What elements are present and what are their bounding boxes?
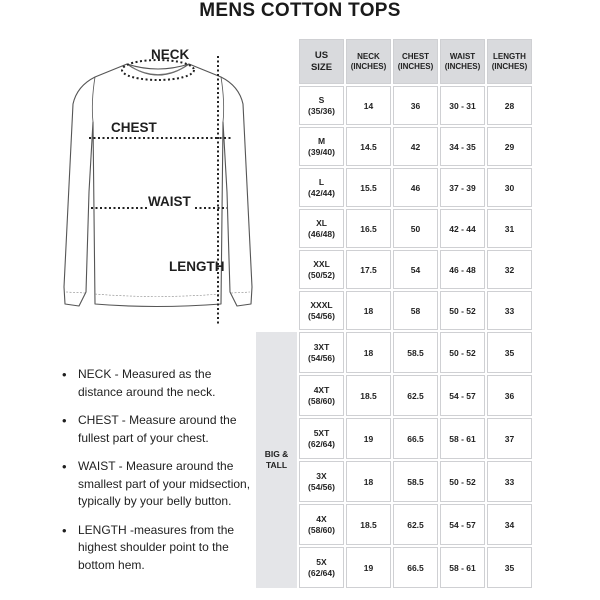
big-tall-label: BIG & TALL — [256, 332, 297, 588]
size-cell: XL (46/48) — [299, 209, 344, 248]
waist-cell: 54 - 57 — [440, 375, 485, 416]
table-row — [256, 418, 532, 459]
size-cell: 3X (54/56) — [299, 461, 344, 502]
header-row — [256, 39, 532, 84]
chest-cell: 62.5 — [393, 504, 438, 545]
table-row — [256, 168, 532, 207]
waist-cell: 50 - 52 — [440, 332, 485, 373]
table-row — [256, 209, 532, 248]
length-cell: 33 — [487, 461, 532, 502]
length-cell: 32 — [487, 250, 532, 289]
neck-label: NECK — [151, 47, 190, 62]
neck-cell: 18 — [346, 332, 391, 373]
neck-cell: 14 — [346, 86, 391, 125]
length-cell: 30 — [487, 168, 532, 207]
header-chest: CHEST (INCHES) — [393, 39, 438, 84]
size-cell: 5XT (62/64) — [299, 418, 344, 459]
waist-cell: 46 - 48 — [440, 250, 485, 289]
table-row — [256, 375, 532, 416]
length-cell: 37 — [487, 418, 532, 459]
neck-cell: 19 — [346, 547, 391, 588]
neck-cell: 16.5 — [346, 209, 391, 248]
chest-cell: 66.5 — [393, 547, 438, 588]
table-row — [256, 291, 532, 330]
size-cell: S (35/36) — [299, 86, 344, 125]
neck-cell: 18.5 — [346, 504, 391, 545]
shirt-illustration — [55, 42, 275, 327]
chest-cell: 62.5 — [393, 375, 438, 416]
waist-cell: 58 - 61 — [440, 547, 485, 588]
waist-cell: 30 - 31 — [440, 86, 485, 125]
chest-label: CHEST — [111, 120, 157, 135]
header-us-size: US SIZE — [299, 39, 344, 84]
size-cell: 4XT (58/60) — [299, 375, 344, 416]
waist-cell: 34 - 35 — [440, 127, 485, 166]
size-cell: L (42/44) — [299, 168, 344, 207]
table-row — [256, 86, 532, 125]
waist-cell: 42 - 44 — [440, 209, 485, 248]
neck-cell: 18.5 — [346, 375, 391, 416]
length-cell: 29 — [487, 127, 532, 166]
length-cell: 36 — [487, 375, 532, 416]
length-cell: 31 — [487, 209, 532, 248]
table-row — [256, 461, 532, 502]
size-cell: M (39/40) — [299, 127, 344, 166]
chest-cell: 58.5 — [393, 332, 438, 373]
table-row — [256, 332, 532, 373]
size-cell: XXXL (54/56) — [299, 291, 344, 330]
page-title: MENS COTTON TOPS — [199, 0, 401, 21]
neck-cell: 15.5 — [346, 168, 391, 207]
size-cell: 3XT (54/56) — [299, 332, 344, 373]
size-cell: 5X (62/64) — [299, 547, 344, 588]
table-row — [256, 504, 532, 545]
chest-cell: 46 — [393, 168, 438, 207]
header-length: LENGTH (INCHES) — [487, 39, 532, 84]
waist-cell: 54 - 57 — [440, 504, 485, 545]
measurement-notes — [62, 366, 252, 585]
table-row — [256, 547, 532, 588]
note-waist: • WAIST - Measure around the smallest part of your midsection, typically by your belly button. — [62, 458, 252, 511]
table-row — [256, 250, 532, 289]
length-label: LENGTH — [169, 259, 225, 274]
waist-cell: 37 - 39 — [440, 168, 485, 207]
waist-label: WAIST — [148, 194, 191, 209]
neck-cell: 18 — [346, 291, 391, 330]
waist-cell: 58 - 61 — [440, 418, 485, 459]
header-waist: WAIST (INCHES) — [440, 39, 485, 84]
waist-cell: 50 - 52 — [440, 461, 485, 502]
note-chest: • CHEST - Measure around the fullest part of your chest. — [62, 412, 252, 447]
chest-cell: 66.5 — [393, 418, 438, 459]
neck-cell: 17.5 — [346, 250, 391, 289]
neck-cell: 19 — [346, 418, 391, 459]
length-cell: 28 — [487, 86, 532, 125]
header-neck: NECK (INCHES) — [346, 39, 391, 84]
note-neck: • NECK - Measured as the distance around the neck. — [62, 366, 252, 401]
chest-cell: 42 — [393, 127, 438, 166]
chest-cell: 58 — [393, 291, 438, 330]
shirt-diagram — [55, 42, 275, 327]
length-cell: 35 — [487, 547, 532, 588]
length-cell: 34 — [487, 504, 532, 545]
neck-cell: 14.5 — [346, 127, 391, 166]
note-length: • LENGTH -measures from the highest shoulder point to the bottom hem. — [62, 522, 252, 575]
size-cell: 4X (58/60) — [299, 504, 344, 545]
length-cell: 33 — [487, 291, 532, 330]
table-row — [256, 127, 532, 166]
chest-cell: 36 — [393, 86, 438, 125]
chest-cell: 54 — [393, 250, 438, 289]
size-cell: XXL (50/52) — [299, 250, 344, 289]
chest-cell: 58.5 — [393, 461, 438, 502]
size-chart-table — [254, 37, 534, 590]
chest-cell: 50 — [393, 209, 438, 248]
waist-cell: 50 - 52 — [440, 291, 485, 330]
length-cell: 35 — [487, 332, 532, 373]
neck-cell: 18 — [346, 461, 391, 502]
